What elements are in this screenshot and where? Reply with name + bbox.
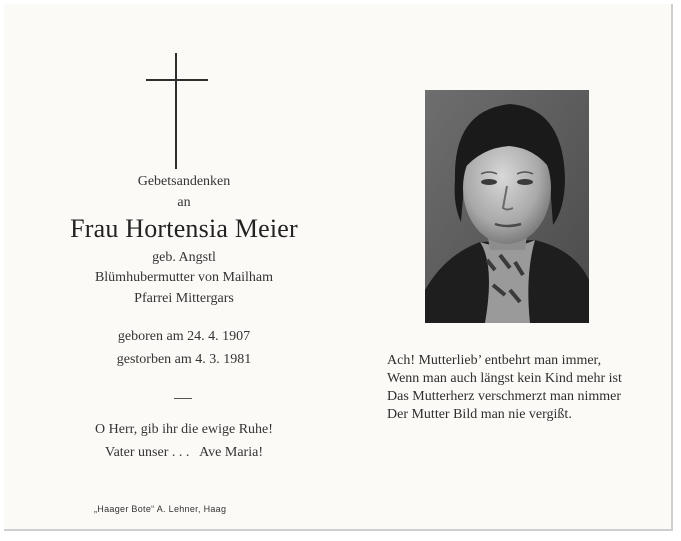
printer-credit: „Haager Bote“ A. Lehner, Haag [94, 504, 227, 514]
poem [387, 352, 622, 424]
poem-line: Wenn man auch längst kein Kind mehr ist [387, 371, 622, 386]
prayer-line-1: O Herr, gib ihr die ewige Ruhe! [95, 422, 273, 437]
divider [174, 398, 192, 399]
memorial-card [4, 4, 673, 531]
card-an: an [177, 195, 191, 210]
birth-date: geboren am 24. 4. 1907 [117, 329, 251, 344]
death-date: gestorben am 4. 3. 1981 [116, 352, 252, 367]
card-header: Gebetsandenken [137, 174, 231, 189]
maiden-name: geb. Angstl [152, 250, 216, 265]
cross-icon [146, 53, 208, 169]
prayer-line-2: Vater unser . . . Ave Maria! [105, 445, 263, 460]
deceased-name: Frau Hortensia Meier [70, 214, 298, 243]
portrait-photo [425, 90, 589, 323]
poem-line: Das Mutterherz verschmerzt man nimmer [387, 389, 622, 404]
poem-line: Ach! Mutterlieb’ entbehrt man immer, [387, 353, 602, 368]
parish: Pfarrei Mittergars [134, 291, 234, 306]
poem-line: Der Mutter Bild man nie vergißt. [387, 407, 572, 422]
deceased-title: Blümhubermutter von Mailham [94, 270, 274, 285]
